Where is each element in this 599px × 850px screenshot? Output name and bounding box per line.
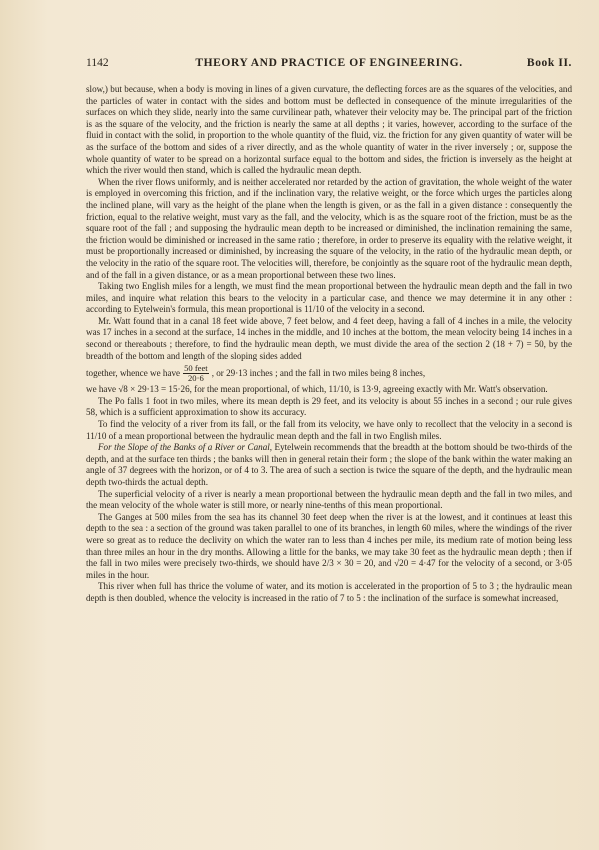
book-label: Book II. xyxy=(526,57,572,69)
fraction-numerator: 50 feet xyxy=(184,363,208,374)
running-title: THEORY AND PRACTICE OF ENGINEERING. xyxy=(195,57,463,69)
italic-heading: For the Slope of the Banks of a River or Canal, xyxy=(98,442,273,453)
formula-text: together, whence we have xyxy=(86,367,181,378)
paragraph: When the river flows uniformly, and is neither accelerated nor retarded by the action of gravitation, the whole weight of the water is employed in overcoming this friction, and if the inclination vary, the relative weight, or the force which urges the particles along the inclined plane, will vary as the height of the plane when the length is given, or as the fall in a given distance : consequently the friction, equal to the relative weight, must vary as the fall, and the velocity, which is as the square root of the friction, must be as the square root of the fall ; and supposing the hydraulic mean depth to be increased or diminished, the inclination remaining the same, the friction would be diminished or increased in the same ratio ; therefore, in order to preserve its equality with the relative weight, it must be proportionally increased or diminished, by increasing the square of the velocity, in the ratio of the hydraulic mean depth, or the velocity in the ratio of the square root. The velocities will, therefore, be conjointly as the square root of the hydraulic mean depth, and of the fall in a given distance, or as a mean proportional between these two lines. xyxy=(86,176,572,280)
formula-text: , or 29·13 inches ; and the fall in two miles being 8 inches, xyxy=(211,367,426,378)
paragraph: slow,) but because, when a body is moving in lines of a given curvature, the deflecting forces are as the squares of the velocities, and the particles of water in contact with the sides and bottom must be deflected in consequence of the minute irregularities of the surfaces on which they slide, nearly into the same curvilinear path, whatever their velocity may be. The principal part of the friction is as the square of the velocity, and the friction is nearly the same at all depths ; it varies, however, according to the surface of the fluid in contact with the solid, in proportion to the whole quantity of the fluid, viz. the friction for any given quantity of water will be as the surface of the bottom and sides of a river directly, and as the whole quantity of water in the river inversely ; or, suppose the whole quantity of water to be spread on a horizontal surface equal to the bottom and sides, the friction is inversely as the height at which the river would then stand, which is called the hydraulic mean depth. xyxy=(86,84,572,176)
paragraph: To find the velocity of a river from its fall, or the fall from its velocity, we have only to recollect that the velocity in a second is 11/10 of a mean proportional between the hydraulic mean depth and the fall in two English miles. xyxy=(86,419,572,441)
page-number: 1142 xyxy=(86,57,109,69)
paragraph: This river when full has thrice the volume of water, and its motion is accelerated in the proportion of 5 to 3 ; the hydraulic mean depth is then doubled, whence the velocity is increased in the ratio of 7 to 5 : the inclination of the surface is somewhat increased, xyxy=(86,581,572,603)
paragraph xyxy=(86,442,572,488)
fraction-denominator: 20·6 xyxy=(188,373,204,384)
paragraph: The Ganges at 500 miles from the sea has its channel 30 feet deep when the river is at the lowest, and it continues at least this depth to the sea : a section of the ground was taken parallel to one of its branches, in length 60 miles, where the windings of the river were so great as to reduce the declivity on which the water ran to less than 4 inches per mile, its medium rate of motion being less than three miles an hour in the dry months. Allowing a little for the banks, we may take 30 feet as the hydraulic mean depth ; then if the fall in two miles were precisely two-thirds, we should have 2/3 × 30 = 20, and √20 = 4·47 for the velocity of a second, or 3·05 miles in the hour. xyxy=(86,511,572,580)
paragraph: The Po falls 1 foot in two miles, where its mean depth is 29 feet, and its velocity is about 55 inches in a second ; our rule gives 58, which is a sufficient approximation to show its accuracy. xyxy=(86,395,572,418)
running-header xyxy=(86,57,572,73)
paragraph-text: Eytelwein recommends that the breadth at the bottom should be two-thirds of the depth, and at the surface ten thirds ; the banks will then in general retain their form ; the slope of the bank within the water making an angle of 37 degrees with the horizon, or of 4 to 3. The area of such a section is twice the square of the depth, and the hydraulic mean depth two-thirds the actual depth. xyxy=(86,442,573,487)
formula-line xyxy=(86,364,572,383)
paragraph: Taking two English miles for a length, we must find the mean proportional between the hydraulic mean depth and the fall in two miles, and inquire what relation this bears to the velocity in a particular case, and thence we may determine it in any other : according to Eytelwein's formula, this mean proportional is 11/10 of the velocity in a second. xyxy=(86,281,572,315)
fraction xyxy=(183,364,209,383)
body-text xyxy=(86,84,572,605)
paragraph: Mr. Watt found that in a canal 18 feet wide above, 7 feet below, and 4 feet deep, having a fall of 4 inches in a mile, the velocity was 17 inches in a second at the surface, 14 inches in the middle, and 10 inches at the bottom, the mean velocity being 14 inches in a second or thereabouts ; therefore, to find the hydraulic mean depth, we must divide the area of the section 2 (18 + 7) = 50, by the breadth of the bottom and length of the sloping sides added xyxy=(86,315,572,361)
paragraph: The superficial velocity of a river is nearly a mean proportional between the hydraulic mean depth and the fall in two miles, and the mean velocity of the whole water is still more, or nearly nine-tenths of this mean proportional. xyxy=(86,488,572,511)
paragraph: we have √8 × 29·13 = 15·26, for the mean proportional, of which, 11/10, is 13·9, agreeing exactly with Mr. Watt's observation. xyxy=(86,384,548,395)
